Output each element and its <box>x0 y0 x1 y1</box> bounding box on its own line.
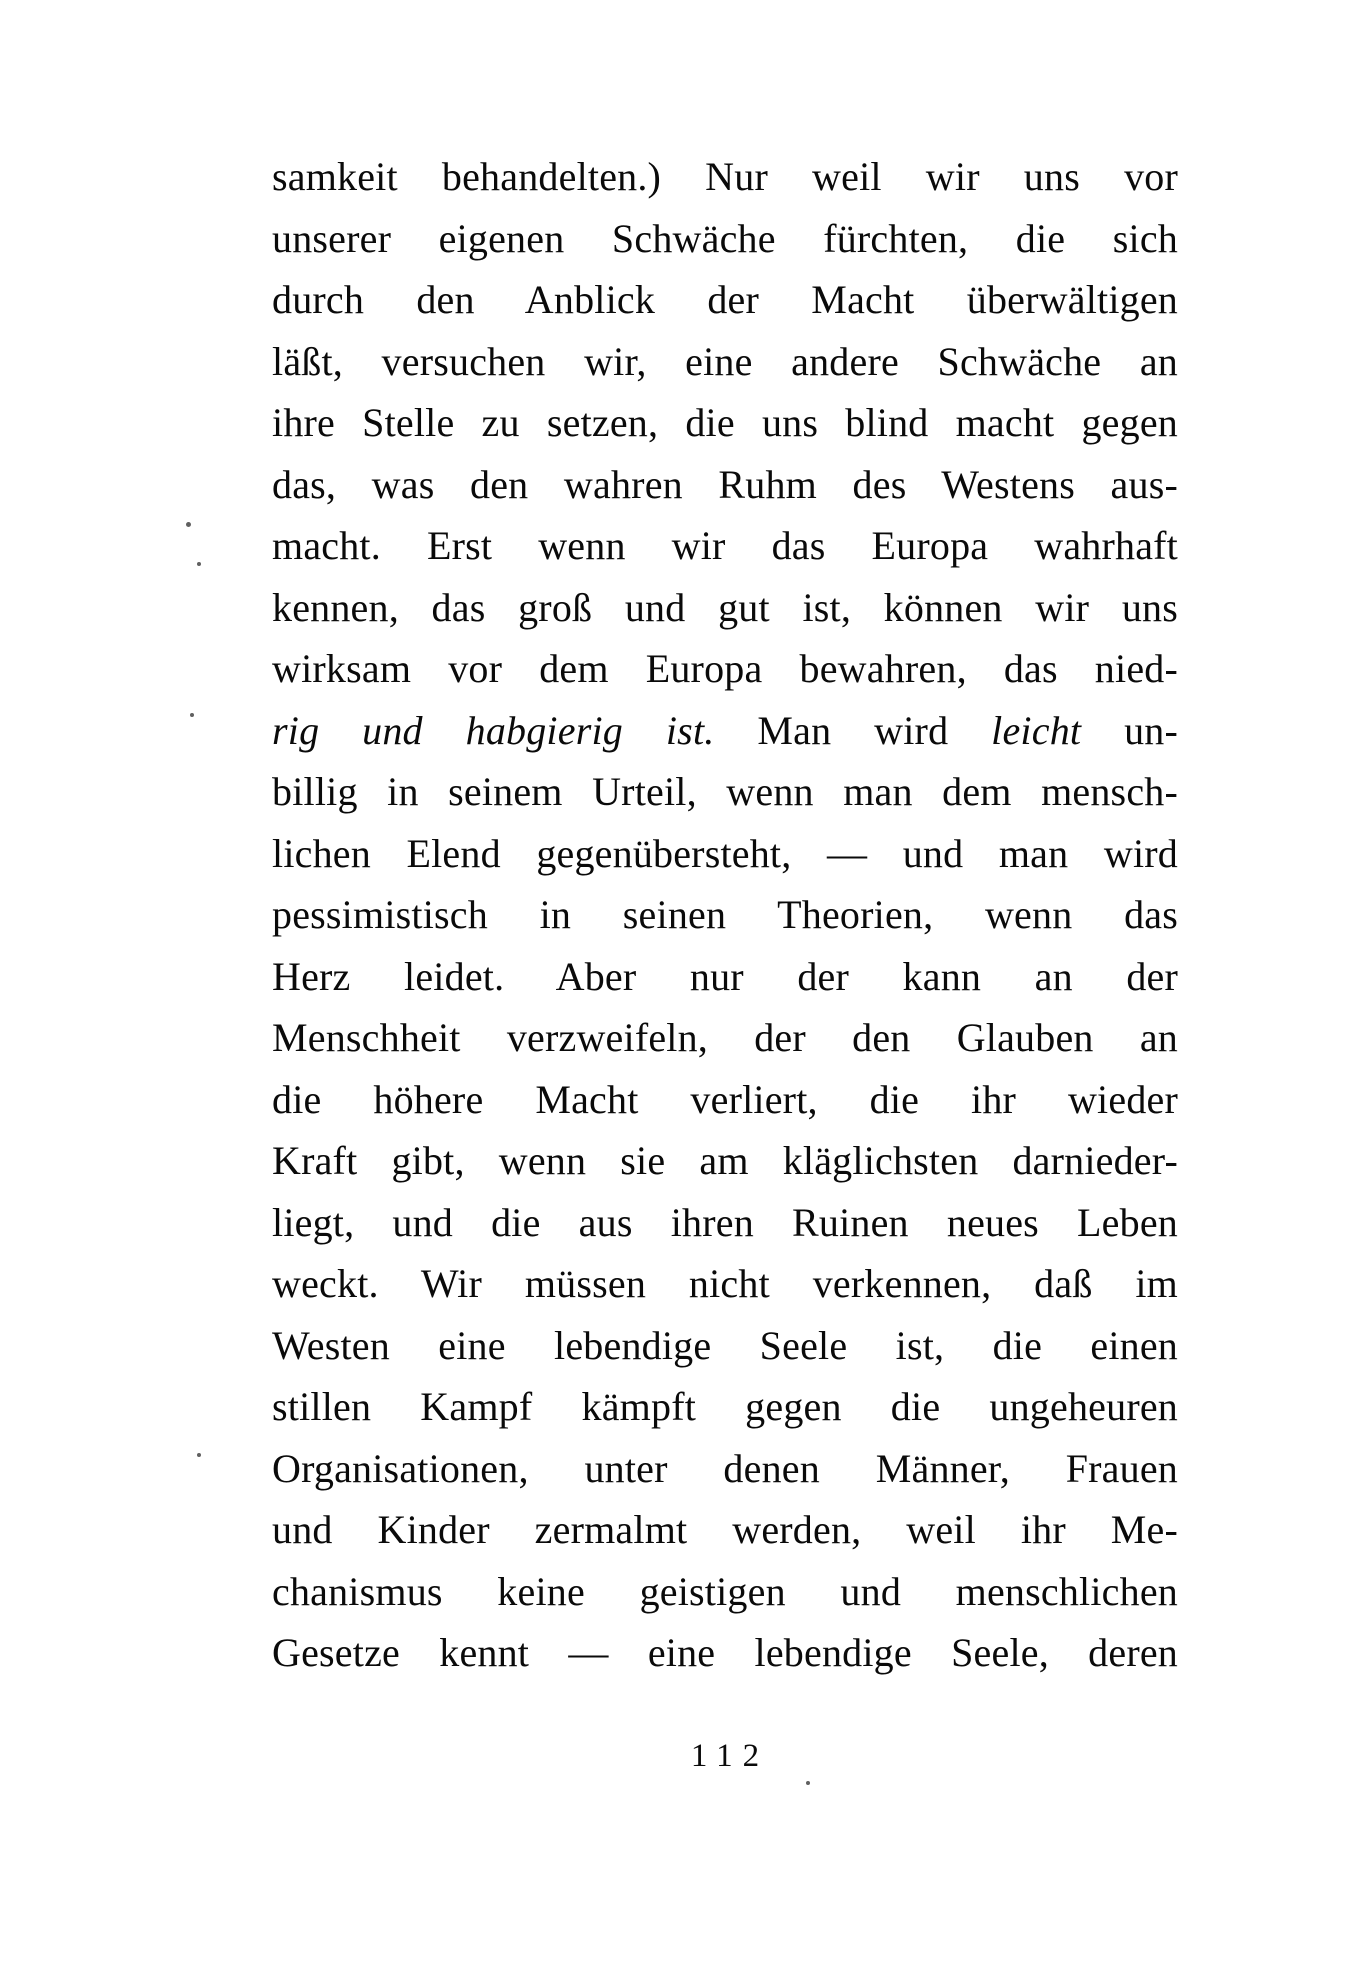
text-segment: liegt, und die aus ihren Ruinen neues Leben <box>272 1199 1178 1245</box>
text-line <box>272 823 1178 885</box>
text-line <box>272 884 1178 946</box>
text-segment: unserer eigenen Schwäche fürchten, die sich <box>272 215 1178 261</box>
text-line <box>272 146 1178 208</box>
text-segment: weckt. Wir müssen nicht verkennen, daß im <box>272 1261 1178 1306</box>
text-line <box>272 638 1178 700</box>
text-segment: samkeit behandelten.) Nur weil wir uns vor <box>272 154 1178 199</box>
text-line <box>272 1315 1178 1377</box>
text-line <box>272 269 1178 331</box>
page-number: 112 <box>690 1738 770 1774</box>
text-segment: und Kinder zermalmt werden, weil ihr Me- <box>272 1507 1178 1552</box>
text-line <box>272 1622 1178 1684</box>
scan-speck <box>186 522 191 527</box>
text-segment: chanismus keine geistigen und menschlichen <box>272 1568 1178 1614</box>
text-line <box>272 331 1178 393</box>
text-segment: die höhere Macht verliert, die ihr wieder <box>272 1076 1178 1122</box>
text-line <box>272 392 1178 454</box>
text-segment: Organisationen, unter denen Männer, Frauen <box>272 1445 1178 1491</box>
text-segment: Kraft gibt, wenn sie am kläglichsten darnieder- <box>272 1138 1178 1183</box>
text-segment: läßt, versuchen wir, eine andere Schwäche an <box>272 338 1178 384</box>
text-line <box>272 208 1178 270</box>
text-segment: rig und habgierig ist. <box>272 707 715 753</box>
text-line <box>272 1499 1178 1561</box>
text-line <box>272 946 1178 1008</box>
text-segment: Herz leidet. Aber nur der kann an der <box>272 953 1178 999</box>
text-line <box>272 1376 1178 1438</box>
text-segment: kennen, das groß und gut ist, können wir uns <box>272 584 1178 630</box>
text-segment: das, was den wahren Ruhm des Westens aus- <box>272 461 1178 507</box>
text-segment: Man wird <box>714 707 992 753</box>
text-segment: billig in seinem Urteil, wenn man dem mensch- <box>272 769 1178 814</box>
text-line <box>272 515 1178 577</box>
scan-speck <box>190 713 194 717</box>
text-segment: macht. Erst wenn wir das Europa wahrhaft <box>272 523 1178 568</box>
text-segment: stillen Kampf kämpft gegen die ungeheuren <box>272 1384 1178 1429</box>
text-line <box>272 577 1178 639</box>
text-segment: Gesetze kennt — eine lebendige Seele, deren <box>272 1630 1178 1675</box>
text-line <box>272 1561 1178 1623</box>
text-line <box>272 1438 1178 1500</box>
text-line <box>272 454 1178 516</box>
text-segment: Westen eine lebendige Seele ist, die einen <box>272 1322 1178 1368</box>
text-segment: leicht <box>991 707 1082 753</box>
text-segment: wirksam vor dem Europa bewahren, das nied- <box>272 646 1178 691</box>
text-line <box>272 1069 1178 1131</box>
text-segment: pessimistisch in seinen Theorien, wenn das <box>272 892 1178 937</box>
text-line <box>272 1192 1178 1254</box>
text-segment: Menschheit verzweifeln, der den Glauben an <box>272 1015 1178 1060</box>
scan-speck <box>197 562 201 566</box>
scan-speck <box>806 1781 810 1785</box>
text-line <box>272 700 1178 762</box>
scan-speck <box>197 1453 201 1457</box>
text-line <box>272 1007 1178 1069</box>
text-segment: durch den Anblick der Macht überwältigen <box>272 277 1178 322</box>
page-text <box>272 146 1178 1684</box>
text-line <box>272 1130 1178 1192</box>
text-line <box>272 761 1178 823</box>
text-segment: un- <box>1081 707 1179 753</box>
text-line <box>272 1253 1178 1315</box>
text-segment: lichen Elend gegenübersteht, — und man wird <box>272 830 1178 876</box>
text-segment: ihre Stelle zu setzen, die uns blind macht gegen <box>272 400 1178 445</box>
